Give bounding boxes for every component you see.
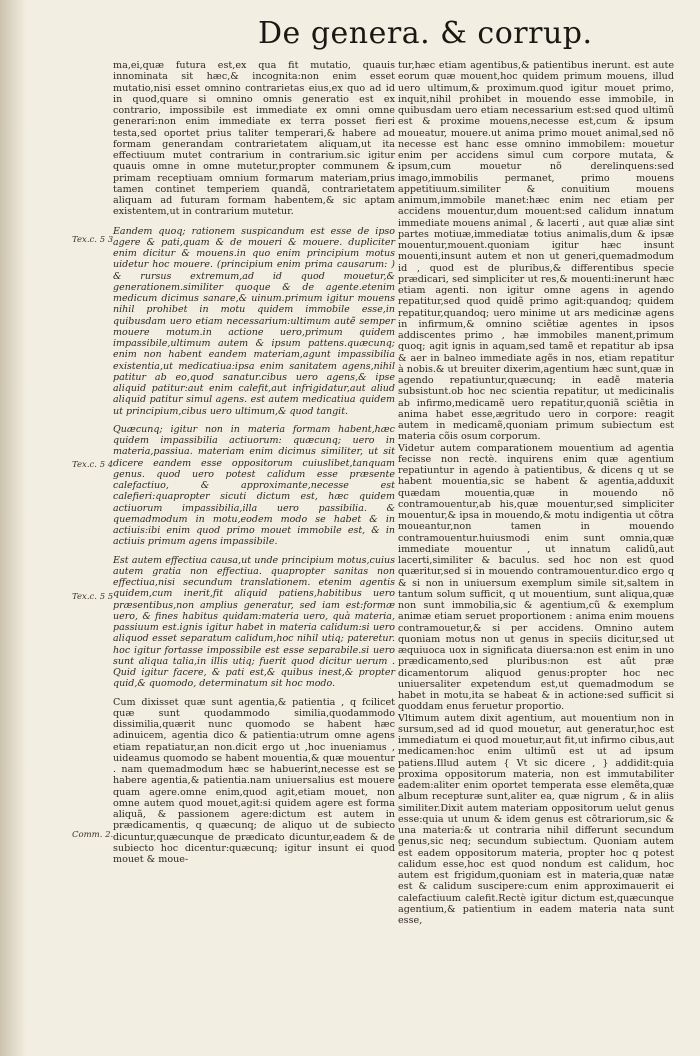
left-paragraph-3: Quæcunq; igitur non in materia formam habent,hæc quidem impassibilia actiuorum: quæcunq; uero in materia,passiua. materiam enim dicimus similiter, ut sit dicere eandem esse oppositorum cuiuslibet,tanquam genus. quod uero potest calidum esse præsente calefactiuo, & approximante,necesse est calefieri:quapropter sicuti dictum est, hæc quidem actiuorum impassibilia,illa uero passibilia. & quemadmodum in motu,eodem modo se habet & in actiuis:ibi enim quod primo mouet immobile est, & in actiuis primum agens impassibile. <box>113 423 395 548</box>
right-paragraph-2: Videtur autem comparationem mouentium ad agentia fecisse non rectè. inquirens enim quæ agentium repatiuntur in agendo à patientibus, & dicens q ut se habent mouentia,sic se habent & agentia,adduxit quædam mouentia,quæ in mouendo nõ contramouentur,ab his,quæ mouentur,sed simpliciter mouentur,& ipsa in mouendo,& motu indigentia ut cõtra moueantur,non tamen in mouendo contramouentur.huiusmodi enim sunt omnia,quæ immediate mouentur , ut innatum calidũ,aut lacerti,similiter & baculus. sed hoc non est quod quæritur,sed si in mouendo contramouentur.dico ergo q & si non in uniuersum exemplum simile sit,saltem in tantum solum sufficit, q ut mouentium, sunt aliqua,quæ non sunt immobilia,sic & agentium,cũ & exemplum animæ etiam seruet proportionem : anima enim mouens contramouetur,& si per accidens. Omnino autem quoniam motus non ut genus in speciis dicitur,sed ut æquiuoca uox in significata diuersa:non est enim in uno prædicamento,sed pluribus:non est aũt præ dicamentorum aliquod genus:propter hoc nec uniuersaliter expetendum est,ut quemadmodum se habet in motu,ita se habeat & in actione:sed sufficit si quoddam enus feruetur proportio. <box>398 442 674 713</box>
margin-note-text-54: Tex.c. 5 4 <box>72 460 114 470</box>
left-column <box>113 60 395 873</box>
right-paragraph-1: tur,hæc etiam agentibus,& patientibus inerunt. est aute eorum quæ mouent,hoc quidem primum mouens, illud uero ultimum,& proximum.quod igitur mouet primo, inquit,nihil prohibet in mouendo esse immobile, in quibusdam uero etiam necessarium est:sed quod ultimũ est & proxime mouens,necesse est,cum & ipsum moueatur, mouere.ut anima primo mouet animal,sed nõ necesse est hanc esse omnino immobilem: mouetur enim per accidens simul cum corpore mutata, & ipsum,cum mouetur nõ derelinquens:sed imago,immobilis permanet, primo mouens appetitiuum.similiter & conuitium mouens animum,immobile manet:hæc enim nec etiam per accidens mouentur,dum mouent:sed calidum innatum immediate mouens animal , & lacerti , aut quæ aliæ sint partes motiuæ,immediatæ totius animalis,dum & ipsæ mouentur,mouent.quoniam igitur hæc insunt mouenti,insunt autem et non ut generi,quemadmodum id , quod est de pluribus,& differentibus specie prædicari, sed simpliciter ut res,& mouenti:inerunt hæc etiam agenti. non igitur omne agens in agendo repatitur,sed quod quidẽ primo agit:quandoq; quidem repatitur,quandoq; uero minime ut ars medicinæ agens in infirmum,& omnino sciẽtiæ agentes in ipsos addiscentes primo , hæ immobiles manent,primum quoq; agit ignis in aquam,sed tamẽ et repatitur ab ipsa & aer in balneo immediate agẽs in nos, etiam repatitur à nobis.& ut breuiter dixerim,agentium hæc sunt,quæ in agendo repatiuntur,quæcunq; in eadẽ materia subsistunt.ob hoc nec scientia repatitur, ut medicinalis ab infirmo,medicamẽ uero repatitur,quoniã sciẽtia in anima habet esse,ægritudo uero in corpore: reagit autem in medicamẽ,quoniam primum subiectum est materia cõis osum corporum. <box>398 60 674 443</box>
page-fold-shadow <box>0 0 26 1056</box>
left-paragraph-2: Eandem quoq; rationem suspicandum est esse de ipso agere & pati,quam & de moueri & mouere. dupliciter enim dicitur & mouens.in quo enim principium motus uidetur hoc mouere. (principium enim prima causarum: ) & rursus extremum,ad id quod mouetur,& generationem.similiter quoque & de agente.etenim medicum dicimus sanare,& uinum.primum igitur mouens nihil prohibet in motu quidem immobile esse,in quibusdam uero etiam necessarium:ultimum autẽ semper mouere motum.in actione uero,primum quidem impassibile,ultimum autem & ipsum pattens.quæcunq; enim non habent eandem materiam,agunt impassibilia existentia,ut medicatiua:ipsa enim sanitatem agens,nihil patitur ab eo,quod sanatur.cibus uero agens,& ipse aliquid patitur:aut enim calefit,aut infrigidatur,aut aliud aliquid patitur simul agens. est autem medicatiua quidem ut principium,cibus uero ultimum,& quod tangit. <box>113 225 395 417</box>
right-paragraph-3: Vltimum autem dixit agentium, aut mouentium non in sursum,sed ad id quod mouetur, aut generatur,hoc est immediatum ei quod mouetur,aut fit,ut infirmo cibus,aut medicamen:hoc enim ultimũ est ut ad ipsum patiens.Illud autem { Vt sic dicere , } addidit:quia proxima oppositorum materia, non est immutabiliter eadem:aliter enim oportet temperata esse elemẽta,quæ album recepturæ sunt,aliter ea, quæ nigrum , & in aliis similiter.Dixit autem materiam oppositorum uelut genus esse:quia ut unum & idem genus est cõtrariorum,sic & una materia:& ut contraria nihil differunt secundum genus,sic neq; secundum subiectum. Quoniam autem est eadem oppositorum materia, propter hoc q potest calidum esse,hoc est quod nondum est calidum, hoc autem est frigidum,quoniam est in materia,quæ natæ est & calidum suscipere:cum enim approximauerit ei calefactiuum calefit.Rectè igitur dictum est,quæcunque agentium,& patientium in eadem materia nata sunt esse, <box>398 712 674 926</box>
left-paragraph-4: Est autem effectiua causa,ut unde principium motus,cuius autem gratia non effectiua. quapropter sanitas non effectiua,nisi secundum translationem. etenim agentis quidem,cum inerit,fit aliquid patiens,habitibus uero præsentibus,non amplius generatur, sed iam est:formæ uero, & fines habitus quidam:materia uero, quà materia, passiuum est.ignis igitur habet in materia calidum:si uero aliquod esset separatum calidum,hoc nihil utiq; pateretur. hoc igitur fortasse impossibile est esse separabile.si uero sunt aliqua talia,in illis utiq; fuerit quod dicitur uerum . Quid igitur facere, & pati est,& quibus inest,& propter quid,& quomodo, determinatum sit hoc modo. <box>113 554 395 690</box>
left-paragraph-5: Cum dixisset quæ sunt agentia,& patientia , q fcilicet quæ sunt quodammodo similia,quodammodo dissimilia,quærit nunc quomodo se habent hæc adinuicem, agentia dico & patientia:utrum omne agens etiam repatiatur,an non.dicit ergo ut ,hoc inueniamus , uideamus quomodo se habent mouentia,& quæ mouentur . nam quemadmodum hæc se habuerint,necesse est se habere agentia,& patientia.nam uniuersalius est mouere quam agere.omne enim,quod agit,etiam mouet, non omne autem quod mouet,agit:si quidem agere est forma aliquã, & passionem agere:dictum est autem in prædicamentis, q quæcunq; de aliquo ut de subiecto dicuntur,quæcunque de prædicato dicuntur,eadem & de subiecto hoc dicentur:quæcunq; igitur insunt ei quod mouet & moue- <box>113 696 395 865</box>
left-paragraph-1: ma,ei,quæ futura est,ex qua fit mutatio, quauis innominata sit hæc,& incognita:non enim esset mutatio,nisi esset omnino contrarietas eius,ex quo ad id in quod,quare si omnino omnis generatio est ex contrario, impossibile est immediate ex omni omne generari:non enim immediate ex terra posset fieri testa,sed oportet prius taliter temperari,& habere ad formam generandam contrarietatem aliquam,ut ita effectiuum mutet contrarium in contrarium.sic igitur quauis omne in omne mutetur,propter communem & primam receptiuam omnium formarum materiam,prius tamen continet temperiem quandã, contrarietatem aliquam ad futuram formam habentem,& sic aptam existentem,ut in contrarium mutetur. <box>113 60 395 218</box>
margin-note-text-55: Tex.c. 5 5 <box>72 592 114 602</box>
margin-note-comment-2: Comm. 2. <box>72 830 114 840</box>
running-header: De genera. & corrup. <box>258 16 593 51</box>
margin-note-text-53: Tex.c. 5 3 <box>72 235 114 245</box>
right-column <box>398 60 674 926</box>
